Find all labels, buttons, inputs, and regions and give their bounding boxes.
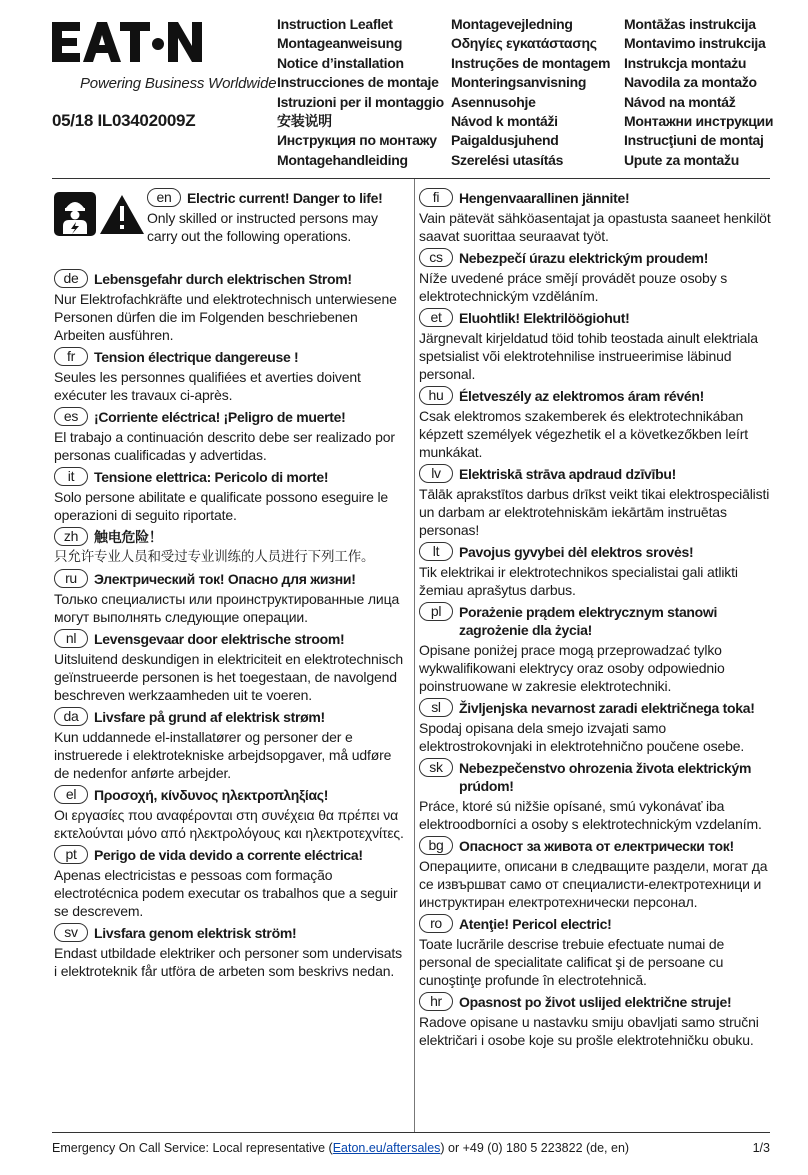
aftersales-link[interactable]: Eaton.eu/aftersales: [332, 1141, 441, 1155]
warning-block-pl: [419, 602, 771, 695]
warning-text-cs: Níže uvedené práce smějí provádět pouze osoby s elektrotechnickým vzděláním.: [419, 270, 728, 304]
warning-triangle-icon: [100, 195, 144, 234]
language-badge-pt: pt: [54, 845, 88, 864]
warning-text-de: Nur Elektrofachkräfte und elektrotechnisch unterwiesene Personen dürfen die im Folgenden beschriebenen Arbeiten ausführen.: [54, 291, 397, 343]
warning-title-fi: Hengenvaarallinen jännite!: [459, 190, 630, 206]
leaflet-title: Navodila za montažo: [624, 74, 757, 91]
warning-text-pt: Apenas electricistas e pessoas com formação electrotécnica podem executar os trabalhos que a seguir se descrevem.: [54, 867, 398, 919]
warnings-left-column: [54, 188, 406, 983]
language-badge-it: it: [54, 467, 88, 486]
language-badge-ro: ro: [419, 914, 453, 933]
warning-block-et: [419, 308, 771, 383]
warning-title-ro: Atenţie! Pericol electric!: [459, 916, 612, 932]
top-divider: [52, 178, 770, 179]
document-id: 05/18 IL03402009Z: [52, 111, 196, 130]
leaflet-title: 安装说明: [277, 112, 332, 129]
language-badge-en: en: [147, 188, 181, 207]
warning-block-lt: [419, 542, 771, 599]
warning-title-nl: Levensgevaar door elektrische stroom!: [94, 631, 345, 647]
warning-block-en: [54, 188, 406, 266]
leaflet-title: Montavimo instrukcija: [624, 35, 766, 52]
warning-text-ro: Toate lucrările descrise trebuie efectuate numai de personal de specialitate calificat şi de persoane cu cunoştinţe profunde în electrotehnică.: [419, 936, 725, 988]
warning-title-el: Προσοχή, κίνδυνος ηλεκτροπληξίας!: [94, 787, 329, 803]
warning-title-hr: Opasnost po život uslijed električne struje!: [459, 994, 732, 1010]
warning-title-cs: Nebezpečí úrazu elektrickým proudem!: [459, 250, 709, 266]
leaflet-title: Montagevejledning: [451, 16, 573, 32]
language-badge-sk: sk: [419, 758, 453, 777]
title-column-2: [451, 15, 610, 170]
language-badge-bg: bg: [419, 836, 453, 855]
leaflet-title: Montagehandleiding: [277, 151, 408, 168]
warning-title-lt: Pavojus gyvybei dėl elektros srovės!: [459, 544, 694, 560]
warning-text-et: Järgnevalt kirjeldatud töid tohib teostada ainult elektriala spetsialist või elektrotehnilise instrueerimise läbinud personal.: [419, 330, 758, 382]
warning-block-pt: [54, 845, 406, 920]
leaflet-title: Návod k montáži: [451, 112, 558, 129]
warning-block-el: [54, 785, 406, 842]
leaflet-title: Οδηγίες εγκατάστασης: [451, 35, 597, 52]
warning-title-zh: 触电危险！: [94, 529, 163, 545]
warning-block-ru: [54, 569, 406, 626]
language-badge-zh: zh: [54, 527, 88, 546]
warning-title-de: Lebensgefahr durch elektrischen Strom!: [94, 271, 352, 287]
warning-title-ru: Электрический ток! Опасно для жизни!: [94, 571, 356, 587]
warning-block-cs: [419, 248, 771, 305]
warning-block-fr: [54, 347, 406, 404]
warning-text-pl: Opisane poniżej prace mogą przeprowadzać tylko wykwalifikowani elektrycy oraz osoby odpowiednio poinstruowane w zakresie elektrotechniki.: [419, 642, 725, 694]
warning-title-en: Electric current! Danger to life!: [187, 190, 383, 206]
leaflet-title: Instruction Leaflet: [277, 16, 393, 32]
leaflet-title: Asennusohje: [451, 93, 536, 110]
leaflet-title: Instrucţiuni de montaj: [624, 132, 764, 149]
warning-title-da: Livsfare på grund af elektrisk strøm!: [94, 709, 325, 725]
electrician-pictogram-icon: [54, 192, 96, 236]
warning-pictograms: [54, 192, 146, 238]
page-number: 1/3: [752, 1141, 770, 1155]
leaflet-title: Instrukcja montażu: [624, 54, 747, 71]
language-badge-fr: fr: [54, 347, 88, 366]
language-badge-cs: cs: [419, 248, 453, 267]
language-badge-et: et: [419, 308, 453, 327]
footer-suffix: ) or +49 (0) 180 5 223822 (de, en): [440, 1141, 630, 1155]
language-badge-pl: pl: [419, 602, 453, 621]
leaflet-title: Instrucciones de montaje: [277, 74, 439, 91]
warning-text-sv: Endast utbildade elektriker och personer som undervisats i elektroteknik får utföra de arbeten som beskrivs nedan.: [54, 945, 403, 979]
warning-text-fi: Vain pätevät sähköasentajat ja opastusta saaneet henkilöt saavat suorittaa seuraavat työt.: [419, 210, 771, 244]
warning-block-sk: [419, 758, 771, 833]
warning-text-ru: Только специалисты или проинструктированные лица могут выполнять следующие операции.: [54, 591, 400, 625]
warning-block-sv: [54, 923, 406, 980]
warning-text-da: Kun uddannede el-installatører og personer der e instruerede i elektrotekniske arbejdsopgaver, må udføre de nedenfor anførte arbejder.: [54, 729, 392, 781]
warning-text-sl: Spodaj opisana dela smejo izvajati samo elektrostrokovnjaki in elektrotehnično poučene osebe.: [419, 720, 745, 754]
warning-block-zh: [54, 527, 406, 566]
language-badge-hu: hu: [419, 386, 453, 405]
language-badge-es: es: [54, 407, 88, 426]
leaflet-title: Istruzioni per il montaggio: [277, 93, 444, 110]
warning-text-zh: 只允许专业人员和受过专业训练的人员进行下列工作。: [54, 549, 375, 565]
leaflet-title: Instruções de montagem: [451, 54, 611, 71]
warning-title-sk: Nebezpečenstvo ohrozenia života elektrickým prúdom!: [459, 760, 752, 794]
language-badge-sl: sl: [419, 698, 453, 717]
warning-title-pl: Porażenie prądem elektrycznym stanowi zagrożenie dla życia!: [459, 604, 718, 638]
language-badge-lt: lt: [419, 542, 453, 561]
language-badge-hr: hr: [419, 992, 453, 1011]
warning-block-ro: [419, 914, 771, 989]
warning-text-nl: Uitsluitend deskundigen in elektriciteit en elektrotechnisch geïnstrueerde personen is het toegestaan, de navolgend beschreven werkzaamheden uit te voeren.: [54, 651, 403, 703]
leaflet-title: Инструкция по монтажу: [277, 132, 437, 149]
language-badge-fi: fi: [419, 188, 453, 207]
warning-block-bg: [419, 836, 771, 911]
warning-text-hu: Csak elektromos szakemberek és elektrotechnikában képzett személyek végezhetik el a következőkben leírt munkákat.: [419, 408, 749, 460]
emergency-service-line: [52, 1141, 629, 1155]
warning-title-it: Tensione elettrica: Pericolo di morte!: [94, 469, 329, 485]
warning-text-sk: Práce, ktoré sú nižšie opísané, smú vykonávať iba elektroodborníci a osoby s elektrotechnickým vzdelaním.: [419, 798, 762, 832]
warning-title-hu: Életveszély az elektromos áram révén!: [459, 388, 704, 404]
warning-title-es: ¡Corriente eléctrica! ¡Peligro de muerte!: [94, 409, 346, 425]
warning-title-et: Eluohtlik! Elektrilöögiohut!: [459, 310, 630, 326]
warning-title-sl: Življenjska nevarnost zaradi električnega toka!: [459, 700, 755, 716]
warning-block-fi: [419, 188, 771, 245]
title-column-3: [624, 15, 773, 170]
warning-title-bg: Опасност за живота от електрически ток!: [459, 838, 734, 854]
warning-text-en: Only skilled or instructed persons may carry out the following operations.: [147, 210, 378, 244]
footer: [52, 1141, 770, 1155]
tagline: Powering Business Worldwide: [80, 75, 277, 92]
warning-text-lt: Tik elektrikai ir elektrotechnikos specialistai gali atlikti žemiau aprašytus darbus.: [419, 564, 738, 598]
language-badge-lv: lv: [419, 464, 453, 483]
warning-title-fr: Tension électrique dangereuse !: [94, 349, 299, 365]
leaflet-title: Upute za montažu: [624, 151, 739, 168]
warning-text-fr: Seules les personnes qualifiées et averties doivent exécuter les travaux ci-après.: [54, 369, 361, 403]
warning-block-da: [54, 707, 406, 782]
warning-block-es: [54, 407, 406, 464]
leaflet-title: Návod na montáž: [624, 93, 736, 110]
warning-title-sv: Livsfara genom elektrisk ström!: [94, 925, 297, 941]
warning-block-de: [54, 269, 406, 344]
language-badge-nl: nl: [54, 629, 88, 648]
warning-block-sl: [419, 698, 771, 755]
bottom-divider: [52, 1132, 770, 1133]
leaflet-title: Монтажни инструкции: [624, 112, 774, 129]
leaflet-title: Montāžas instrukcija: [624, 16, 756, 32]
warning-text-bg: Операциите, описани в следващите раздели, могат да се извършват само от специалисти-електротехници и инструктиран електротехнически персонал.: [419, 858, 768, 910]
warning-block-hr: [419, 992, 771, 1049]
warning-text-el: Οι εργασίες που αναφέρονται στη συνέχεια θα πρέπει να εκτελούνται μόνο από ηλεκτρολόγους και ηλεκτροτεχνίτες.: [54, 807, 404, 841]
column-divider: [414, 179, 415, 1132]
language-badge-ru: ru: [54, 569, 88, 588]
warning-title-lv: Elektriskā strāva apdraud dzīvību!: [459, 466, 676, 482]
leaflet-title: Monteringsanvisning: [451, 74, 587, 91]
warning-block-it: [54, 467, 406, 524]
warning-title-pt: Perigo de vida devido a corrente eléctrica!: [94, 847, 363, 863]
leaflet-title: Paigaldusjuhend: [451, 132, 559, 149]
warning-text-lv: Tālāk aprakstītos darbus drīkst veikt tikai elektrospeciālisti un darbam ar elektrotehniskām iekārtām instruētas personas!: [419, 486, 770, 538]
language-badge-el: el: [54, 785, 88, 804]
warning-text-it: Solo persone abilitate e qualificate possono eseguire le operazioni di seguito riportate.: [54, 489, 389, 523]
warning-text-es: El trabajo a continuación descrito debe ser realizado por personas cualificadas y advertidas.: [54, 429, 395, 463]
warning-block-hu: [419, 386, 771, 461]
leaflet-title: Montageanweisung: [277, 35, 403, 52]
warning-block-nl: [54, 629, 406, 704]
leaflet-title: Notice d’installation: [277, 54, 404, 71]
title-column-1: [277, 15, 444, 170]
footer-prefix: Emergency On Call Service: Local representative (: [52, 1141, 333, 1155]
language-badge-da: da: [54, 707, 88, 726]
leaflet-title: Szerelési utasítás: [451, 151, 564, 168]
eaton-logo: [52, 22, 202, 70]
warning-text-hr: Radove opisane u nastavku smiju obavljati samo stručni električari i osobe koje su prošle elektrotehničku obuku.: [419, 1014, 759, 1048]
warnings-right-column: [419, 188, 771, 1052]
language-badge-de: de: [54, 269, 88, 288]
warning-block-lv: [419, 464, 771, 539]
language-badge-sv: sv: [54, 923, 88, 942]
